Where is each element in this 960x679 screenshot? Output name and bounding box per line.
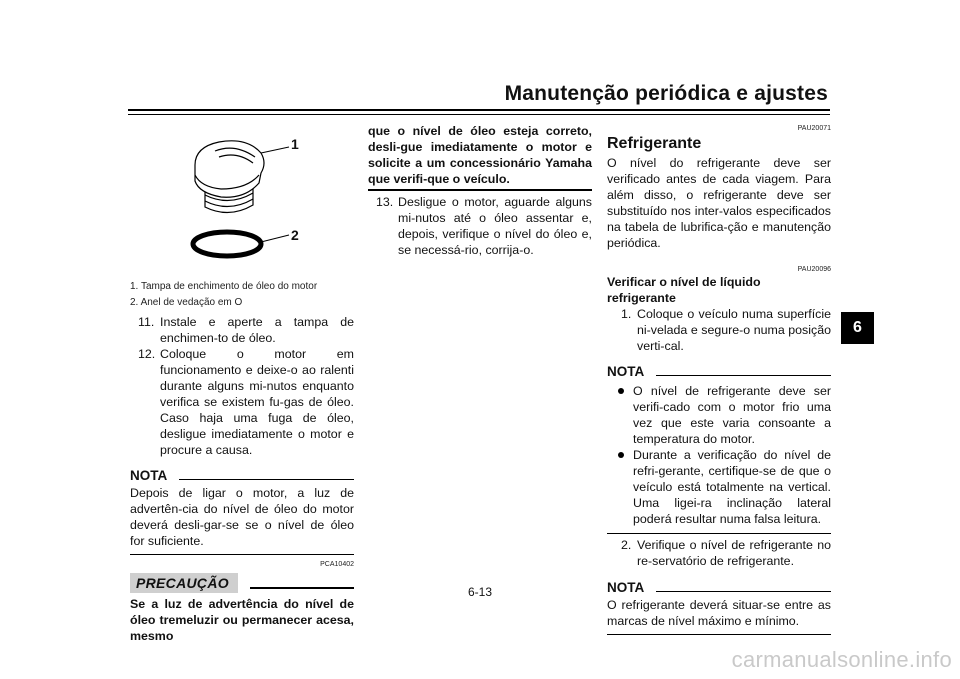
o-ring-illustration	[193, 232, 261, 256]
nota-rule	[656, 591, 831, 592]
page-number: 6-13	[467, 585, 493, 599]
bullet-item	[607, 383, 831, 447]
section-ref-1: PAU20071	[797, 125, 831, 132]
step-number: 1.	[621, 307, 632, 321]
bullet-dot-icon	[618, 452, 624, 458]
step-12	[130, 346, 354, 458]
middle-column	[368, 123, 592, 258]
nota-rule	[179, 479, 354, 480]
caution-label: PRECAUÇÃO	[130, 573, 238, 593]
step-13	[368, 194, 592, 258]
bullet-item	[607, 447, 831, 527]
right-column	[607, 124, 831, 635]
section-heading: Refrigerante	[607, 135, 702, 152]
figure-caption-2: 2. Anel de vedação em O	[130, 297, 243, 308]
nota-heading	[607, 363, 831, 381]
nota-label: NOTA	[607, 580, 645, 595]
nota-end-rule	[130, 554, 354, 555]
watermark: carmanualsonline.info	[731, 647, 952, 672]
nota-label: NOTA	[130, 468, 168, 483]
nota-end-rule	[607, 634, 831, 635]
chapter-tab: 6	[841, 312, 874, 344]
step-text: Desligue o motor, aguarde alguns mi-nutos até o óleo assentar e, depois, verifique o nível do óleo e, se necessá-rio, corrija-o.	[398, 195, 592, 257]
callout-2: 2	[291, 227, 299, 243]
caution-ref: PCA10402	[320, 561, 354, 568]
figure-caption-1: 1. Tampa de enchimento de óleo do motor	[130, 281, 318, 292]
bullet-text: O nível de refrigerante deve ser verifi-cado com o motor frio uma vez que este varia consoante a temperatura do motor.	[633, 384, 831, 446]
step-text: Verifique o nível de refrigerante no re-servatório de refrigerante.	[637, 538, 831, 568]
step-number: 11.	[138, 315, 155, 329]
header-rule-thin	[128, 114, 830, 115]
caution-rule	[250, 587, 354, 589]
nota-rule	[656, 375, 831, 376]
step-text: Instale e aperte a tampa de enchimen-to de óleo.	[160, 315, 354, 345]
nota-text: O refrigerante deverá situar-se entre as marcas de nível máximo e mínimo.	[607, 598, 831, 628]
bullet-text: Durante a verificação do nível de refri-gerante, certifique-se de que o veículo está totalmente na vertical. Uma ligei-ra inclinação lateral poderá resultar numa falsa leitura.	[633, 448, 831, 526]
caution-text-continued: que o nível de óleo esteja correto, desli-gue imediatamente o motor e solicite a um concessionário Yamaha que verifi-que o veículo.	[368, 124, 592, 186]
left-column	[130, 279, 354, 644]
sub-heading: Verificar o nível de líquido refrigerante	[607, 275, 761, 305]
header-rule	[128, 109, 830, 111]
page-title: Manutenção periódica e ajustes	[504, 82, 828, 105]
step-text: Coloque o veículo numa superfície ni-velada e segure-o numa posição verti-cal.	[637, 307, 831, 353]
step-number: 2.	[621, 538, 632, 552]
bullet-dot-icon	[618, 388, 624, 394]
section-intro: O nível do refrigerante deve ser verificado antes de cada viagem. Para além disso, o refrigerante deve ser substituído nos inter-valos especificados na tabela de lubrifica-ção e manutenção periódica.	[607, 156, 831, 250]
nota-text: Depois de ligar o motor, a luz de advertên-cia do nível de óleo do motor deverá desli-gar-se se o nível de óleo for suficiente.	[130, 486, 354, 548]
nota-heading	[130, 467, 354, 485]
section-ref-2: PAU20096	[797, 266, 831, 273]
step-1	[607, 306, 831, 354]
callout-1: 1	[291, 136, 299, 152]
step-2	[607, 537, 831, 569]
caution-end-rule	[368, 189, 592, 191]
nota-label: NOTA	[607, 364, 645, 379]
step-number: 13.	[376, 195, 394, 209]
caution-text: Se a luz de advertência do nível de óleo tremeluzir ou permanecer acesa, mesmo	[130, 597, 354, 643]
step-number: 12.	[138, 347, 156, 361]
step-11	[130, 314, 354, 346]
step-text: Coloque o motor em funcionamento e deixe-o ao ralenti durante alguns mi-nutos enquanto verifica se existem fu-gas de óleo. Caso haja uma fuga de óleo, desligue imediatamente o motor e procure a causa.	[160, 347, 354, 457]
oil-cap-illustration	[195, 141, 264, 213]
caution-heading	[130, 571, 354, 593]
nota-end-rule	[607, 533, 831, 534]
nota-heading	[607, 579, 831, 597]
